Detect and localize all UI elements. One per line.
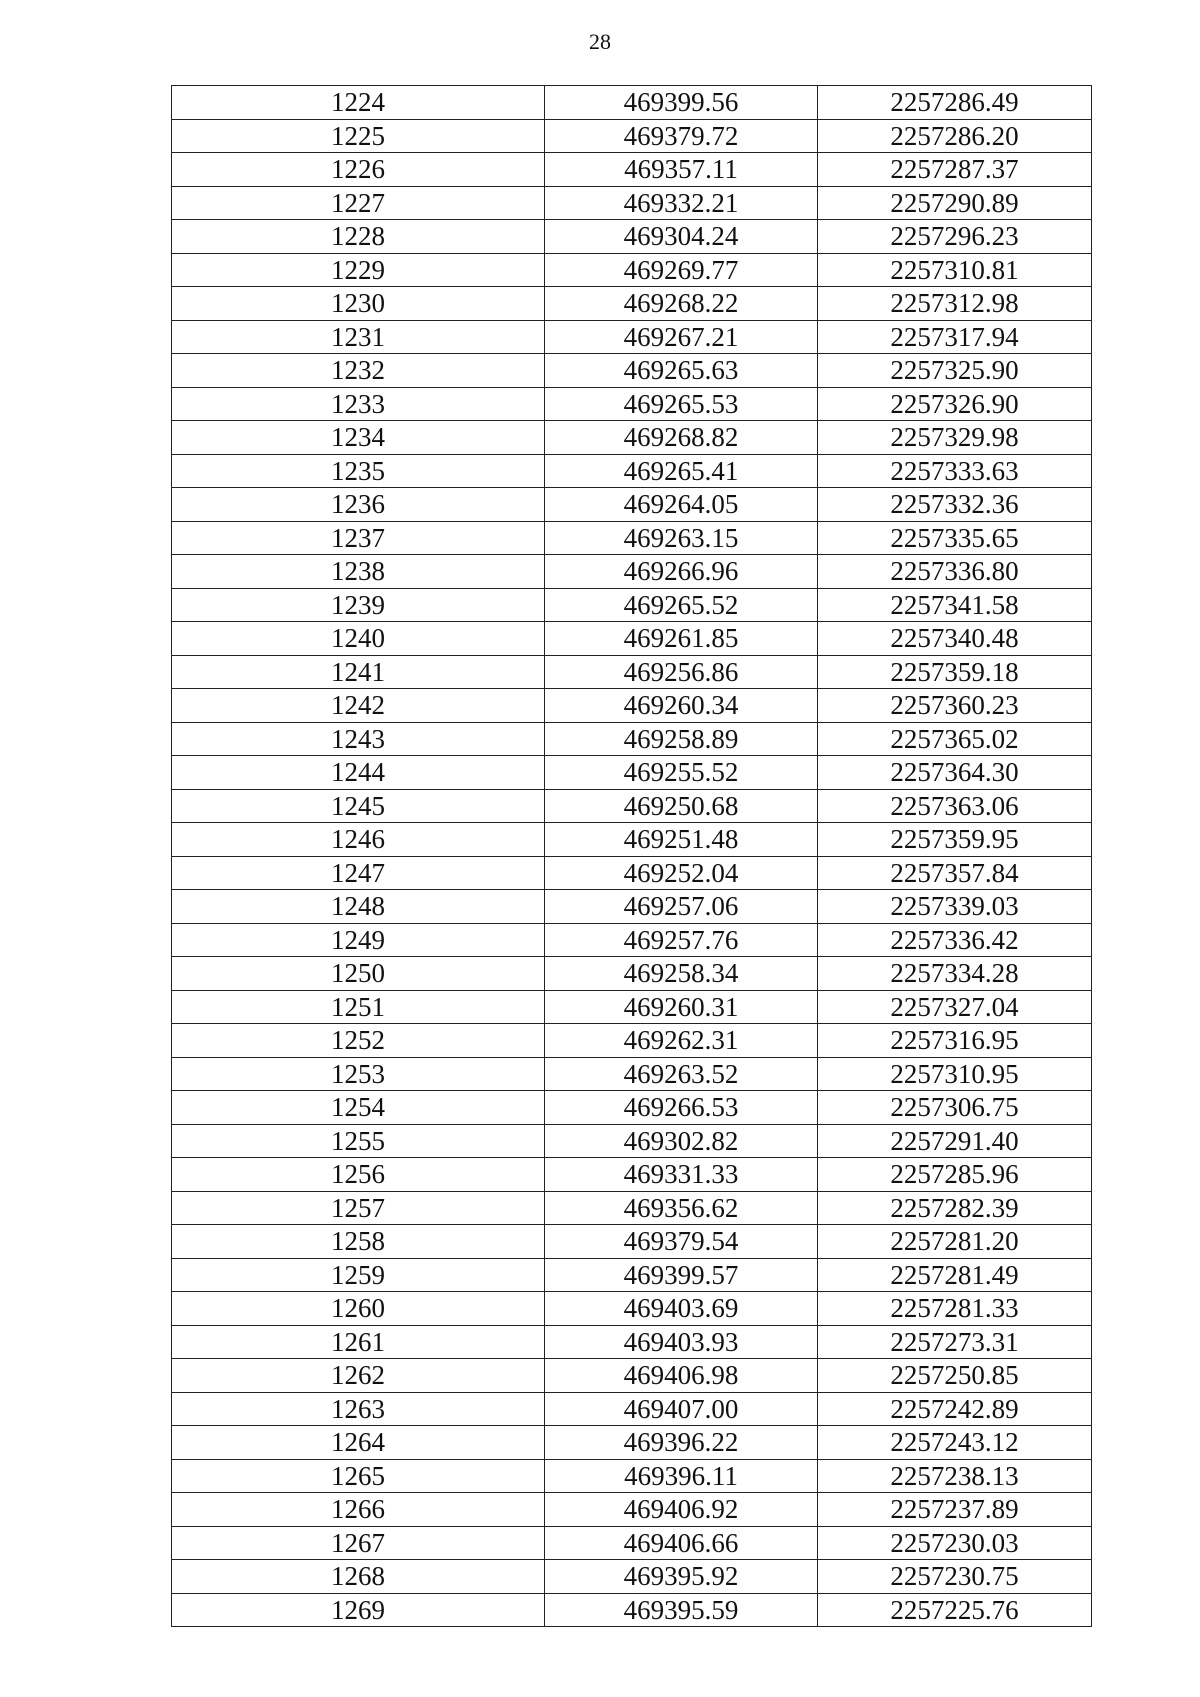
table-row — [172, 622, 1092, 656]
table-row — [172, 1191, 1092, 1225]
y-coordinate-cell: 2257359.18 — [818, 655, 1092, 689]
table-row — [172, 119, 1092, 153]
table-row — [172, 454, 1092, 488]
y-coordinate-cell: 2257230.75 — [818, 1560, 1092, 1594]
y-coordinate-cell: 2257296.23 — [818, 220, 1092, 254]
point-number-cell: 1248 — [172, 890, 545, 924]
x-coordinate-cell: 469256.86 — [545, 655, 818, 689]
point-number-cell: 1267 — [172, 1526, 545, 1560]
point-number-cell: 1227 — [172, 186, 545, 220]
table-row — [172, 823, 1092, 857]
point-number-cell: 1266 — [172, 1493, 545, 1527]
y-coordinate-cell: 2257310.95 — [818, 1057, 1092, 1091]
x-coordinate-cell: 469265.52 — [545, 588, 818, 622]
coordinates-table — [171, 85, 1092, 1627]
x-coordinate-cell: 469258.34 — [545, 957, 818, 991]
x-coordinate-cell: 469406.92 — [545, 1493, 818, 1527]
y-coordinate-cell: 2257316.95 — [818, 1024, 1092, 1058]
table-row — [172, 555, 1092, 589]
y-coordinate-cell: 2257291.40 — [818, 1124, 1092, 1158]
point-number-cell: 1250 — [172, 957, 545, 991]
point-number-cell: 1260 — [172, 1292, 545, 1326]
table-row — [172, 287, 1092, 321]
x-coordinate-cell: 469257.76 — [545, 923, 818, 957]
point-number-cell: 1259 — [172, 1258, 545, 1292]
point-number-cell: 1232 — [172, 354, 545, 388]
x-coordinate-cell: 469403.69 — [545, 1292, 818, 1326]
y-coordinate-cell: 2257360.23 — [818, 689, 1092, 723]
point-number-cell: 1228 — [172, 220, 545, 254]
y-coordinate-cell: 2257317.94 — [818, 320, 1092, 354]
point-number-cell: 1262 — [172, 1359, 545, 1393]
y-coordinate-cell: 2257287.37 — [818, 153, 1092, 187]
y-coordinate-cell: 2257273.31 — [818, 1325, 1092, 1359]
y-coordinate-cell: 2257363.06 — [818, 789, 1092, 823]
x-coordinate-cell: 469266.96 — [545, 555, 818, 589]
y-coordinate-cell: 2257341.58 — [818, 588, 1092, 622]
point-number-cell: 1244 — [172, 756, 545, 790]
table-row — [172, 86, 1092, 120]
x-coordinate-cell: 469257.06 — [545, 890, 818, 924]
table-row — [172, 421, 1092, 455]
point-number-cell: 1246 — [172, 823, 545, 857]
point-number-cell: 1263 — [172, 1392, 545, 1426]
y-coordinate-cell: 2257332.36 — [818, 488, 1092, 522]
x-coordinate-cell: 469268.82 — [545, 421, 818, 455]
table-row — [172, 1225, 1092, 1259]
table-row — [172, 1258, 1092, 1292]
table-row — [172, 1158, 1092, 1192]
table-row — [172, 521, 1092, 555]
y-coordinate-cell: 2257243.12 — [818, 1426, 1092, 1460]
y-coordinate-cell: 2257310.81 — [818, 253, 1092, 287]
table-row — [172, 186, 1092, 220]
x-coordinate-cell: 469379.72 — [545, 119, 818, 153]
point-number-cell: 1243 — [172, 722, 545, 756]
y-coordinate-cell: 2257290.89 — [818, 186, 1092, 220]
point-number-cell: 1265 — [172, 1459, 545, 1493]
y-coordinate-cell: 2257230.03 — [818, 1526, 1092, 1560]
point-number-cell: 1264 — [172, 1426, 545, 1460]
y-coordinate-cell: 2257326.90 — [818, 387, 1092, 421]
y-coordinate-cell: 2257312.98 — [818, 287, 1092, 321]
x-coordinate-cell: 469395.59 — [545, 1593, 818, 1627]
x-coordinate-cell: 469403.93 — [545, 1325, 818, 1359]
table-row — [172, 890, 1092, 924]
x-coordinate-cell: 469260.31 — [545, 990, 818, 1024]
point-number-cell: 1241 — [172, 655, 545, 689]
point-number-cell: 1254 — [172, 1091, 545, 1125]
y-coordinate-cell: 2257281.20 — [818, 1225, 1092, 1259]
point-number-cell: 1235 — [172, 454, 545, 488]
table-row — [172, 588, 1092, 622]
y-coordinate-cell: 2257281.33 — [818, 1292, 1092, 1326]
page-number: 28 — [589, 29, 611, 54]
table-row — [172, 856, 1092, 890]
y-coordinate-cell: 2257282.39 — [818, 1191, 1092, 1225]
point-number-cell: 1237 — [172, 521, 545, 555]
y-coordinate-cell: 2257325.90 — [818, 354, 1092, 388]
table-row — [172, 655, 1092, 689]
y-coordinate-cell: 2257336.42 — [818, 923, 1092, 957]
y-coordinate-cell: 2257339.03 — [818, 890, 1092, 924]
y-coordinate-cell: 2257327.04 — [818, 990, 1092, 1024]
point-number-cell: 1234 — [172, 421, 545, 455]
x-coordinate-cell: 469258.89 — [545, 722, 818, 756]
y-coordinate-cell: 2257306.75 — [818, 1091, 1092, 1125]
point-number-cell: 1231 — [172, 320, 545, 354]
y-coordinate-cell: 2257365.02 — [818, 722, 1092, 756]
point-number-cell: 1224 — [172, 86, 545, 120]
table-row — [172, 957, 1092, 991]
table-row — [172, 1091, 1092, 1125]
x-coordinate-cell: 469250.68 — [545, 789, 818, 823]
x-coordinate-cell: 469399.57 — [545, 1258, 818, 1292]
y-coordinate-cell: 2257238.13 — [818, 1459, 1092, 1493]
x-coordinate-cell: 469255.52 — [545, 756, 818, 790]
x-coordinate-cell: 469261.85 — [545, 622, 818, 656]
table-row — [172, 1359, 1092, 1393]
x-coordinate-cell: 469264.05 — [545, 488, 818, 522]
x-coordinate-cell: 469406.98 — [545, 1359, 818, 1393]
table-row — [172, 1057, 1092, 1091]
point-number-cell: 1236 — [172, 488, 545, 522]
table-row — [172, 722, 1092, 756]
point-number-cell: 1253 — [172, 1057, 545, 1091]
point-number-cell: 1229 — [172, 253, 545, 287]
x-coordinate-cell: 469406.66 — [545, 1526, 818, 1560]
point-number-cell: 1261 — [172, 1325, 545, 1359]
x-coordinate-cell: 469396.22 — [545, 1426, 818, 1460]
point-number-cell: 1233 — [172, 387, 545, 421]
x-coordinate-cell: 469331.33 — [545, 1158, 818, 1192]
point-number-cell: 1225 — [172, 119, 545, 153]
x-coordinate-cell: 469304.24 — [545, 220, 818, 254]
table-row — [172, 1459, 1092, 1493]
x-coordinate-cell: 469251.48 — [545, 823, 818, 857]
table-row — [172, 1024, 1092, 1058]
point-number-cell: 1239 — [172, 588, 545, 622]
x-coordinate-cell: 469332.21 — [545, 186, 818, 220]
point-number-cell: 1226 — [172, 153, 545, 187]
x-coordinate-cell: 469356.62 — [545, 1191, 818, 1225]
table-row — [172, 1325, 1092, 1359]
x-coordinate-cell: 469302.82 — [545, 1124, 818, 1158]
point-number-cell: 1256 — [172, 1158, 545, 1192]
x-coordinate-cell: 469268.22 — [545, 287, 818, 321]
point-number-cell: 1240 — [172, 622, 545, 656]
y-coordinate-cell: 2257334.28 — [818, 957, 1092, 991]
point-number-cell: 1251 — [172, 990, 545, 1024]
x-coordinate-cell: 469267.21 — [545, 320, 818, 354]
table-row — [172, 1526, 1092, 1560]
table-row — [172, 220, 1092, 254]
y-coordinate-cell: 2257237.89 — [818, 1493, 1092, 1527]
point-number-cell: 1245 — [172, 789, 545, 823]
table-row — [172, 1493, 1092, 1527]
y-coordinate-cell: 2257286.20 — [818, 119, 1092, 153]
table-row — [172, 253, 1092, 287]
table-row — [172, 923, 1092, 957]
y-coordinate-cell: 2257357.84 — [818, 856, 1092, 890]
point-number-cell: 1257 — [172, 1191, 545, 1225]
table-row — [172, 387, 1092, 421]
x-coordinate-cell: 469262.31 — [545, 1024, 818, 1058]
y-coordinate-cell: 2257333.63 — [818, 454, 1092, 488]
table-row — [172, 1392, 1092, 1426]
table-row — [172, 488, 1092, 522]
table-row — [172, 320, 1092, 354]
x-coordinate-cell: 469260.34 — [545, 689, 818, 723]
point-number-cell: 1268 — [172, 1560, 545, 1594]
point-number-cell: 1247 — [172, 856, 545, 890]
table-row — [172, 1124, 1092, 1158]
table-row — [172, 354, 1092, 388]
table-row — [172, 1426, 1092, 1460]
table-row — [172, 1593, 1092, 1627]
x-coordinate-cell: 469269.77 — [545, 253, 818, 287]
table-row — [172, 1560, 1092, 1594]
x-coordinate-cell: 469399.56 — [545, 86, 818, 120]
table-row — [172, 689, 1092, 723]
y-coordinate-cell: 2257242.89 — [818, 1392, 1092, 1426]
x-coordinate-cell: 469357.11 — [545, 153, 818, 187]
table-row — [172, 789, 1092, 823]
x-coordinate-cell: 469265.53 — [545, 387, 818, 421]
x-coordinate-cell: 469395.92 — [545, 1560, 818, 1594]
x-coordinate-cell: 469252.04 — [545, 856, 818, 890]
x-coordinate-cell: 469407.00 — [545, 1392, 818, 1426]
y-coordinate-cell: 2257281.49 — [818, 1258, 1092, 1292]
x-coordinate-cell: 469396.11 — [545, 1459, 818, 1493]
y-coordinate-cell: 2257250.85 — [818, 1359, 1092, 1393]
x-coordinate-cell: 469266.53 — [545, 1091, 818, 1125]
y-coordinate-cell: 2257329.98 — [818, 421, 1092, 455]
y-coordinate-cell: 2257359.95 — [818, 823, 1092, 857]
y-coordinate-cell: 2257336.80 — [818, 555, 1092, 589]
point-number-cell: 1238 — [172, 555, 545, 589]
x-coordinate-cell: 469379.54 — [545, 1225, 818, 1259]
table-row — [172, 756, 1092, 790]
point-number-cell: 1249 — [172, 923, 545, 957]
y-coordinate-cell: 2257225.76 — [818, 1593, 1092, 1627]
x-coordinate-cell: 469263.52 — [545, 1057, 818, 1091]
x-coordinate-cell: 469265.63 — [545, 354, 818, 388]
point-number-cell: 1242 — [172, 689, 545, 723]
coordinates-table-body — [172, 86, 1092, 1627]
y-coordinate-cell: 2257335.65 — [818, 521, 1092, 555]
point-number-cell: 1255 — [172, 1124, 545, 1158]
table-row — [172, 990, 1092, 1024]
y-coordinate-cell: 2257286.49 — [818, 86, 1092, 120]
x-coordinate-cell: 469263.15 — [545, 521, 818, 555]
y-coordinate-cell: 2257340.48 — [818, 622, 1092, 656]
point-number-cell: 1230 — [172, 287, 545, 321]
y-coordinate-cell: 2257364.30 — [818, 756, 1092, 790]
point-number-cell: 1269 — [172, 1593, 545, 1627]
x-coordinate-cell: 469265.41 — [545, 454, 818, 488]
point-number-cell: 1258 — [172, 1225, 545, 1259]
y-coordinate-cell: 2257285.96 — [818, 1158, 1092, 1192]
table-row — [172, 1292, 1092, 1326]
table-row — [172, 153, 1092, 187]
point-number-cell: 1252 — [172, 1024, 545, 1058]
